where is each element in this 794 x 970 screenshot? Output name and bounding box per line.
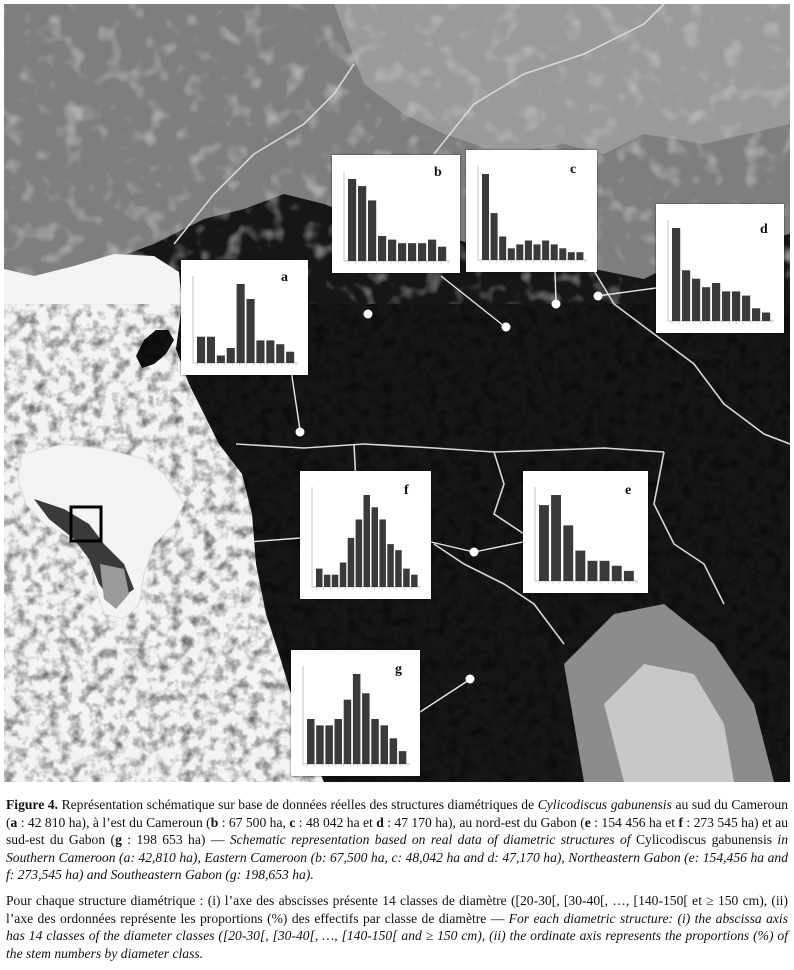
chart-d-bar <box>732 291 740 321</box>
chart-panel-g <box>291 650 420 776</box>
chart-c-bar <box>516 244 523 260</box>
chart-a-bar <box>217 356 225 364</box>
chart-f-bar <box>411 575 418 587</box>
chart-e-bar <box>539 505 549 581</box>
panel-letter-a: a <box>281 270 288 285</box>
chart-b-bar <box>388 240 396 261</box>
chart-c-bar <box>551 244 558 260</box>
panel-letter-g: g <box>395 662 402 677</box>
chart-b-bar <box>398 243 406 261</box>
chart-c-bar <box>525 241 532 261</box>
chart-e-bar <box>575 551 585 581</box>
chart-d-bar <box>722 291 730 321</box>
chart-g-bar <box>325 725 333 764</box>
chart-c-bar <box>542 241 549 261</box>
chart-b-bar <box>438 247 446 261</box>
chart-c-bar <box>499 237 506 261</box>
chart-c-bar <box>491 213 498 260</box>
chart-a-bar <box>227 348 235 363</box>
chart-f-bar <box>387 544 394 587</box>
chart-d-bar <box>692 279 700 321</box>
chart-e-bar <box>600 561 610 581</box>
chart-e-bar <box>612 566 622 581</box>
chart-panel-c <box>466 150 597 272</box>
chart-panel-b <box>332 155 460 273</box>
chart-f-bar <box>340 563 347 588</box>
chart-c <box>466 150 597 272</box>
chart-b-bar <box>408 243 416 261</box>
chart-f <box>300 471 431 599</box>
chart-c-bar <box>508 248 515 260</box>
chart-d-bar <box>712 283 720 321</box>
chart-g-bar <box>371 719 379 764</box>
chart-f-bar <box>316 569 323 587</box>
chart-e-bar <box>563 525 573 581</box>
figure-4 <box>4 4 790 782</box>
caption-paragraph-1: Figure 4. Représentation schématique sur base de données réelles des structures diamétriques de Cylicodiscus gabunensis au sud du Cameroun (a : 42 810 ha), à l’est du Cameroun (b : 67 500 ha, c : 48 042 ha et d : 47 170 ha), au nord-est du Gabon (e : 154 456 ha et f : 273 545 ha) et au sud-est du Gabon (g : 198 653 ha) — Schematic representation based on real data of diametric structures of Cylicodiscus gabunensis in Southern Cameroon (a: 42,810 ha), Eastern Cameroon (b: 67,500 ha, c: 48,042 ha and d: 47,170 ha), Northeastern Gabon (e: 154,456 ha and f: 273,545 ha) and Southeastern Gabon (g: 198,653 ha). <box>6 797 789 883</box>
chart-g-bar <box>390 738 398 764</box>
panel-letter-d: d <box>760 222 768 237</box>
chart-e-bar <box>624 571 634 581</box>
panel-letter-c: c <box>570 162 577 177</box>
chart-e-bar <box>588 561 598 581</box>
chart-f-bar <box>324 575 331 587</box>
chart-e-bar <box>551 495 561 581</box>
chart-a-bar <box>256 340 264 363</box>
chart-a-bar <box>247 299 255 363</box>
chart-panel-d <box>656 204 784 333</box>
chart-b-bar <box>348 179 356 261</box>
chart-c-bar <box>534 244 541 260</box>
chart-a-bar <box>207 337 215 363</box>
chart-f-bar <box>348 538 355 587</box>
chart-a-bar <box>276 344 284 363</box>
chart-e-axes <box>535 487 638 581</box>
chart-b-bar <box>418 243 426 261</box>
chart-f-bar <box>372 507 379 587</box>
chart-d-bar <box>682 270 690 321</box>
chart-c-bar <box>568 252 575 260</box>
chart-g-bar <box>362 693 370 764</box>
chart-d-bar <box>742 296 750 321</box>
chart-g-bar <box>353 674 361 764</box>
chart-f-bar <box>395 550 402 587</box>
figure-label: Figure 4. <box>6 797 59 812</box>
chart-panel-e <box>523 471 648 593</box>
chart-panel-a <box>181 260 308 375</box>
chart-g-bar <box>344 700 352 764</box>
chart-c-bar <box>576 252 583 260</box>
chart-d-bar <box>752 308 760 321</box>
chart-a-bar <box>197 337 205 363</box>
chart-c-bar <box>559 248 566 260</box>
chart-g-bar <box>399 751 407 764</box>
chart-f-bar <box>332 575 339 587</box>
caption-paragraph-2: Pour chaque structure diamétrique : (i) l’axe des abscisses présente 14 classes de diamètre ([20-30[, [30-40[, …, [140-150[ et ≥ 150 cm), (ii) l’axe des ordonnées représente les proportions (%) des effectifs par classe de diamètre — For each diametric structure: (i) the abscissa axis has 14 classes of the diameter classes ([20-30[, [30-40[, …, [140-150[ and ≥ 150 cm), (ii) the ordinate axis represents the proportions (%) of the stem numbers by diameter class. <box>6 892 788 961</box>
chart-b-bar <box>358 186 366 261</box>
chart-d-bar <box>762 313 770 322</box>
chart-a-bar <box>286 352 294 363</box>
chart-b-bar <box>428 240 436 261</box>
panel-letter-b: b <box>434 165 442 180</box>
chart-b-bar <box>378 236 386 261</box>
chart-d-bar <box>702 287 710 321</box>
chart-b-bar <box>368 200 376 261</box>
chart-panel-f <box>300 471 431 599</box>
chart-g-bar <box>335 719 343 764</box>
chart-d-bar <box>672 228 680 321</box>
chart-f-bar <box>403 569 410 587</box>
chart-a-bar <box>266 340 274 363</box>
chart-a-bar <box>237 284 245 363</box>
chart-f-bar <box>364 495 371 587</box>
chart-a <box>181 260 308 375</box>
chart-c-bar <box>482 174 489 260</box>
figure-caption <box>6 796 788 970</box>
chart-g-bar <box>307 719 315 764</box>
chart-f-bar <box>356 520 363 588</box>
chart-g-bar <box>381 725 389 764</box>
chart-g-bar <box>316 725 324 764</box>
panel-letter-e: e <box>625 483 632 498</box>
panel-letter-f: f <box>404 483 409 498</box>
chart-f-bar <box>379 520 386 588</box>
